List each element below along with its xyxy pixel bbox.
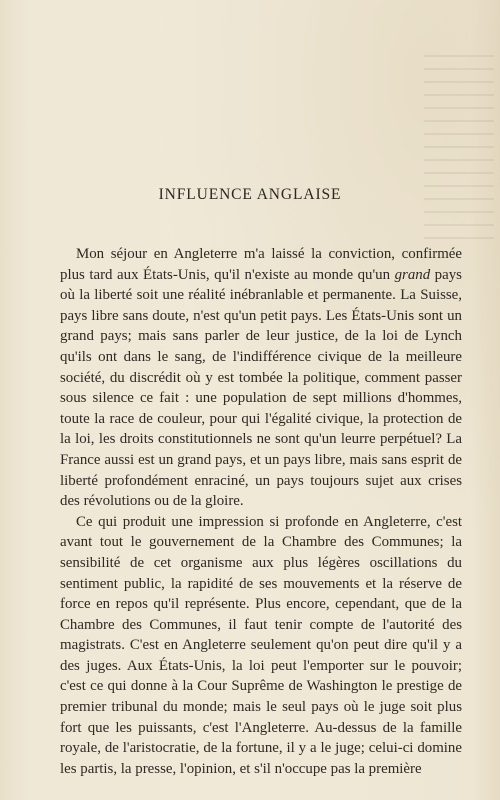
paragraph-2-text-start: Ce qui produit une impression si profonde en Angleterre, c'est avant tout le gouvernement de la Chambre des Communes; la sensibilité de cet organisme aux plus légères oscillations du sentiment public, la rapidité de ses mouvements et la réserve de force en repos qu'il représente. Plus encore, cependant, que de la Chambre des Communes, il faut tenir compte de l'autorité des magistrats. C'est en Angleterre seulement qu'on peut dire qu'il y a des juges. Aux États-Unis, la loi peut l'emporter sur le pouvoir; c'est ce qui donne à la Cour Suprême de Washington le prestige de premier tribunal du monde; mais le seul pays où le juge soit plus fort que les puissants, c'est l'Angleterre. Au-dessus de la famille royale, de l'aristocratie, de la fortune, il y a le juge; celui-ci domine les partis, la presse, l'opinion, et s'il n'occupe pas la première (60, 513, 462, 777)
body-text (60, 244, 462, 779)
paragraph-1-emphasis: grand (394, 266, 431, 283)
paragraph-1-text-start: Mon séjour en Angleterre m'a laissé la conviction, confirmée plus tard aux États-Unis, qu'il n'existe au monde qu'un (60, 246, 462, 283)
show-through-text (424, 55, 494, 245)
paragraph-1 (60, 244, 462, 512)
paragraph-2 (60, 512, 462, 780)
chapter-title: INFLUENCE ANGLAISE (158, 186, 342, 203)
paragraph-1-text-end: pays où la liberté soit une réalité inébranlable et permanente. La Suisse, pays libre sans doute, n'est qu'un petit pays. Les États-Unis sont un grand pays; mais sans parler de leur justice, de la loi de Lynch qu'ils ont dans le sang, de l'indifférence civique de la meilleure société, du discrédit où y est tombée la politique, comment passer sous silence ce fait : une population de sept millions d'hommes, toute la race de couleur, pour qui l'égalité civique, la protection de la loi, les droits constitutionnels ne sont qu'un leurre perpétuel? La France aussi est un grand pays, et un pays libre, mais sans esprit de liberté profondément enraciné, un pays toujours sujet aux crises des révolutions ou de la gloire. (60, 266, 462, 510)
